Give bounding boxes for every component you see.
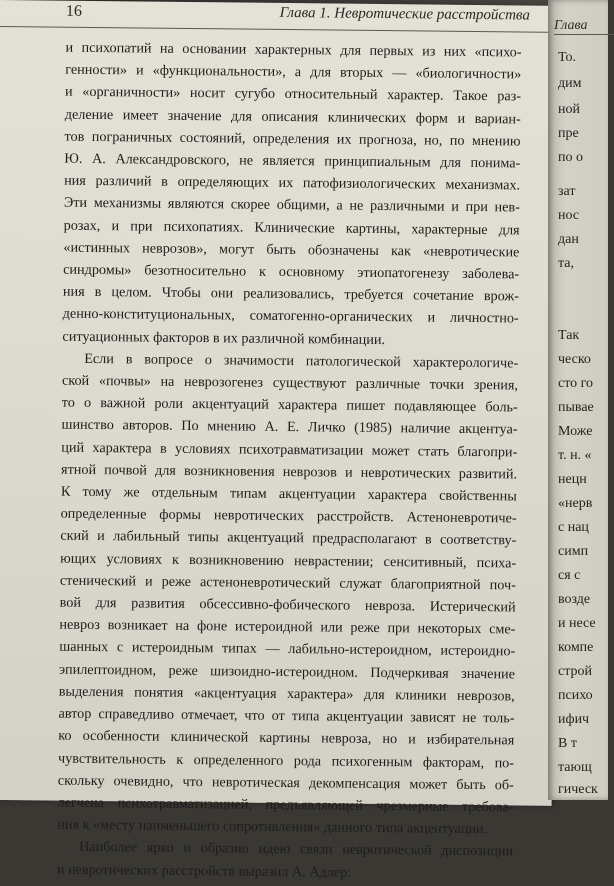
- facing-text-fragment: Так: [558, 328, 580, 343]
- page-header: [0, 0, 560, 33]
- facing-text-fragment: То.: [558, 50, 576, 65]
- facing-text-fragment: В т: [558, 736, 577, 751]
- facing-text-fragment: компе: [558, 640, 594, 655]
- facing-text-fragment: ифич: [558, 712, 590, 727]
- facing-text-fragment: нос: [558, 208, 580, 223]
- text-line: и невротических расстройств выразил А. Адлер:: [56, 861, 352, 881]
- text-line: тов пограничных состояний, определения их прогноза, но, по мнению: [64, 128, 521, 150]
- text-line: «истинных неврозов», могут быть обозначены как «невротические: [63, 239, 520, 261]
- facing-running-head: Глава: [554, 18, 614, 35]
- text-line: ский и лабильный типы акцентуаций предрасполагают в соответству-: [60, 528, 517, 549]
- facing-text-fragment: гическ: [558, 782, 598, 797]
- text-line: эпилептоидном, реже шизоидно-истероидном. Подчеркивая значение: [58, 661, 516, 683]
- facing-text-fragment: дим: [558, 76, 582, 91]
- paragraph: [62, 37, 521, 353]
- facing-text-fragment: Може: [558, 424, 593, 439]
- text-line: ния к «месту наименьшего сопротивления» данного типа акцентуации.: [57, 816, 488, 838]
- facing-text-fragment: та,: [558, 256, 575, 271]
- text-line: и «органичности» носит сугубо относительный характер. Такое раз-: [64, 84, 522, 105]
- paragraph: [57, 836, 513, 885]
- body-text: [57, 37, 522, 885]
- facing-text-fragment: по о: [558, 150, 583, 165]
- facing-text-fragment: ческо: [558, 352, 591, 367]
- text-line: определенные формы невротических расстройств. Астеноневротиче-: [60, 505, 517, 527]
- facing-text-fragment: симп: [558, 544, 589, 559]
- text-line: Наиболее ярко и образно идею связи невротической диспозиции: [79, 839, 514, 860]
- text-line: легчена психотравматизацией, предъявляющей чрезмерные требова-: [57, 794, 514, 816]
- text-line: Ю. А. Александровского, не является принципиальным для понима-: [64, 150, 521, 172]
- text-line: шинство авторов. По мнению А. Е. Личко (1985) наличие акцентуа-: [61, 417, 518, 438]
- text-line: невроз возникает на фоне истероидной или реже при некоторых сме-: [59, 616, 516, 638]
- text-line: и психопатий на основании характерных для первых из них «психо-: [65, 39, 522, 61]
- text-line: скольку очевидно, что невротическая декомпенсация может быть об-: [57, 772, 514, 794]
- text-line: ко особенности клинической картины невроза, но и избирательная: [58, 727, 515, 749]
- text-line: ятной почвой для возникновения неврозов и невротических развитий.: [61, 461, 518, 483]
- facing-text-fragment: нецн: [558, 472, 587, 487]
- facing-text-fragment: т. н. «: [558, 448, 592, 463]
- running-head: Глава 1. Невротические расстройства: [279, 4, 530, 24]
- facing-text-fragment: ся с: [558, 568, 581, 583]
- text-line: вой для развития обсессивно-фобического невроза. Истерический: [59, 594, 516, 616]
- facing-text-fragment: с нац: [558, 520, 589, 535]
- text-line: ситуационных факторов в их различной комбинации.: [62, 328, 386, 348]
- text-line: ской «почвы» на неврозогенез существуют различные точки зрения,: [61, 372, 519, 394]
- text-line: Если в вопросе о значимости патологической характерологиче-: [84, 350, 519, 372]
- text-line: ния в целом. Чтобы они реализовались, требуется сочетание врож-: [62, 283, 520, 305]
- paragraph: [57, 348, 518, 841]
- facing-text-fragment: возде: [558, 592, 591, 607]
- text-line: шанных с истероидным типах — лабильно-истероидном, истероидно-: [59, 639, 516, 660]
- facing-text-fragment: строй: [558, 664, 592, 679]
- text-line: деление имеет значение для описания клинических форм и вариан-: [64, 106, 521, 128]
- book-page-right-edge: [548, 0, 608, 800]
- text-line: выделения понятия «акцентуация характера» для клиники неврозов,: [58, 683, 515, 705]
- text-line: Эти механизмы являются скорее общими, а не различными и при нев-: [63, 195, 520, 216]
- text-line: К тому же отдельным типам акцентуации характера свойственны: [60, 483, 517, 505]
- facing-text-fragment: пре: [558, 126, 579, 141]
- facing-text-fragment: «нерв: [558, 496, 593, 511]
- text-line: ющих условиях к возникновению неврастении; сенситивный, психа-: [60, 550, 517, 572]
- text-line: ций характера в условиях психотравматизации может стать благопри-: [61, 439, 518, 461]
- facing-text-fragment: и несе: [558, 616, 596, 631]
- text-line: синдромы» безотносительно к основному этиопатогенезу заболева-: [63, 261, 520, 283]
- facing-text-fragment: сто го: [558, 376, 594, 391]
- text-line: то о важной роли акцентуаций характера пишет подавляющее боль-: [61, 394, 518, 416]
- facing-text-fragment: ной: [558, 102, 580, 117]
- text-line: ния различий в определяющих их патофизиологических механизмах.: [64, 172, 521, 194]
- facing-text-fragment: психо: [558, 688, 593, 703]
- page-number: 16: [65, 2, 82, 20]
- text-line: розах, и при психопатиях. Клинические картины, характерные для: [63, 217, 520, 239]
- text-line: автор справедливо отмечает, что от типа акцентуации зависят не толь-: [58, 705, 515, 727]
- facing-text-fragment: тающ: [558, 760, 592, 775]
- text-line: чувствительность к определенного рода психогенным факторам, по-: [57, 750, 515, 771]
- facing-text-fragment: дан: [558, 232, 579, 247]
- facing-text-fragment: пывае: [558, 400, 594, 415]
- text-line: генности» и «функциональности», а для вторых — «биологичности»: [65, 61, 522, 83]
- text-line: денно-конституциональных, соматогенно-органических и личностно-: [62, 306, 519, 327]
- facing-text-fragment: зат: [558, 184, 576, 199]
- text-line: стенический и реже астеноневротический служат благоприятной поч-: [59, 572, 516, 594]
